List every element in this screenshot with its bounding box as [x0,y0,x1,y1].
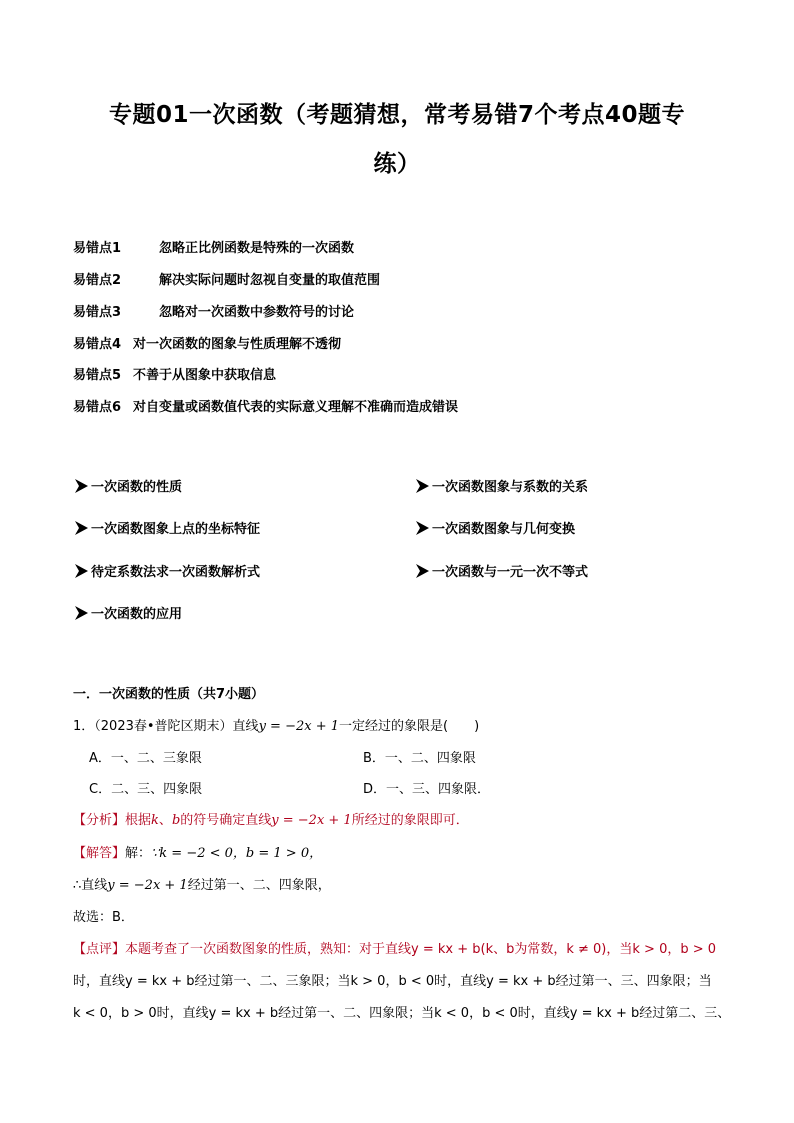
error-point-text: 不善于从图象中获取信息 [133,368,277,383]
topic-label: 一次函数图象上点的坐标特征 [91,522,261,537]
solution-line-3: 故选：B． [73,910,134,925]
topic-item-1 [73,476,182,495]
solution-equation: y = −2x + 1 [107,878,188,893]
error-point-text: 对自变量或函数值代表的实际意义理解不准确而造成错误 [133,400,459,415]
arrow-bullet-icon [73,563,89,579]
page-title-line-1: 专题01一次函数（考题猜想，常考易错7个考点40题专 [108,102,686,128]
arrow-bullet-icon [73,605,89,621]
analysis-line [73,809,469,828]
error-point-6 [73,396,458,415]
option-b: B．一、二、四象限 [363,751,476,766]
solution-line-1 [73,842,322,861]
solution-text: ∴直线 [73,878,108,893]
error-point-text: 对一次函数的图象与性质理解不透彻 [133,337,342,352]
question-source: （2023春•普陀区期末） [94,719,233,734]
comment-line-2: 时，直线y = kx + b经过第一、二、三象限；当k > 0，b < 0时，直线y = kx + b经过第一、三、四象限；当 [73,974,712,989]
topic-item-3 [73,518,260,537]
error-point-2 [73,269,380,288]
error-point-text: 解决实际问题时忽视自变量的取值范围 [159,273,381,288]
topic-label: 一次函数与一元一次不等式 [432,565,589,580]
error-point-label: 易错点3 [73,305,122,320]
comment-text: 本题考查了一次函数图象的性质，熟知：对于直线y = kx + b(k、b为常数，k ≠ 0)，当k > 0，b > 0 [125,942,717,957]
topic-label: 一次函数的性质 [91,480,183,495]
analysis-text-mid: 的符号确定直线 [180,813,272,828]
arrow-bullet-icon [414,563,430,579]
arrow-bullet-icon [73,520,89,536]
solution-text: 解： [125,846,152,861]
option-a: A．一、二、三象限 [89,751,202,766]
question-stem [73,715,479,734]
topic-item-4 [414,518,575,537]
analysis-tag: 【分析】 [73,813,126,828]
arrow-bullet-icon [73,478,89,494]
error-point-label: 易错点5 [73,368,122,383]
solution-math: ∵k = −2 < 0，b = 1 > 0， [151,846,323,861]
error-point-label: 易错点2 [73,273,122,288]
solution-text-post: 经过第一、二、四象限， [187,878,331,893]
analysis-text: 根据 [125,813,152,828]
analysis-separator: 、 [158,813,172,828]
topic-item-6 [414,561,588,580]
arrow-bullet-icon [414,520,430,536]
question-number: 1． [73,719,95,734]
error-point-label: 易错点4 [73,337,122,352]
error-point-3 [73,301,354,320]
topic-item-7 [73,603,182,622]
question-stem-pre: 直线 [232,719,259,734]
error-point-4 [73,333,341,352]
error-point-1 [73,237,354,256]
solution-line-2 [73,874,331,893]
error-point-text: 忽略对一次函数中参数符号的讨论 [159,305,355,320]
page-title-line-2: 练） [373,151,421,177]
arrow-bullet-icon [414,478,430,494]
solution-tag: 【解答】 [73,846,126,861]
topic-label: 待定系数法求一次函数解析式 [91,565,261,580]
analysis-var-k: k [151,813,159,828]
comment-line-3: k < 0，b > 0时，直线y = kx + b经过第一、二、四象限；当k < 0，b < 0时，直线y = kx + b经过第二、三、 [73,1006,731,1021]
topic-label: 一次函数图象与几何变换 [432,522,576,537]
error-point-label: 易错点6 [73,400,122,415]
section-heading: 一．一次函数的性质（共7小题） [73,687,265,702]
topic-item-2 [414,476,588,495]
option-c: C．二、三、四象限 [89,782,203,797]
question-stem-post: 一定经过的象限是( ) [339,719,480,734]
topic-label: 一次函数图象与系数的关系 [432,480,589,495]
analysis-equation: y = −2x + 1 [271,813,352,828]
error-point-label: 易错点1 [73,241,122,256]
option-d: D．一、三、四象限． [363,782,491,797]
question-equation: y = −2x + 1 [258,719,339,734]
analysis-text-post: 所经过的象限即可． [351,813,469,828]
comment-line-1 [73,938,716,957]
topic-item-5 [73,561,260,580]
comment-tag: 【点评】 [73,942,126,957]
analysis-var-b: b [171,813,181,828]
error-point-text: 忽略正比例函数是特殊的一次函数 [159,241,355,256]
topic-label: 一次函数的应用 [91,607,183,622]
error-point-5 [73,364,276,383]
